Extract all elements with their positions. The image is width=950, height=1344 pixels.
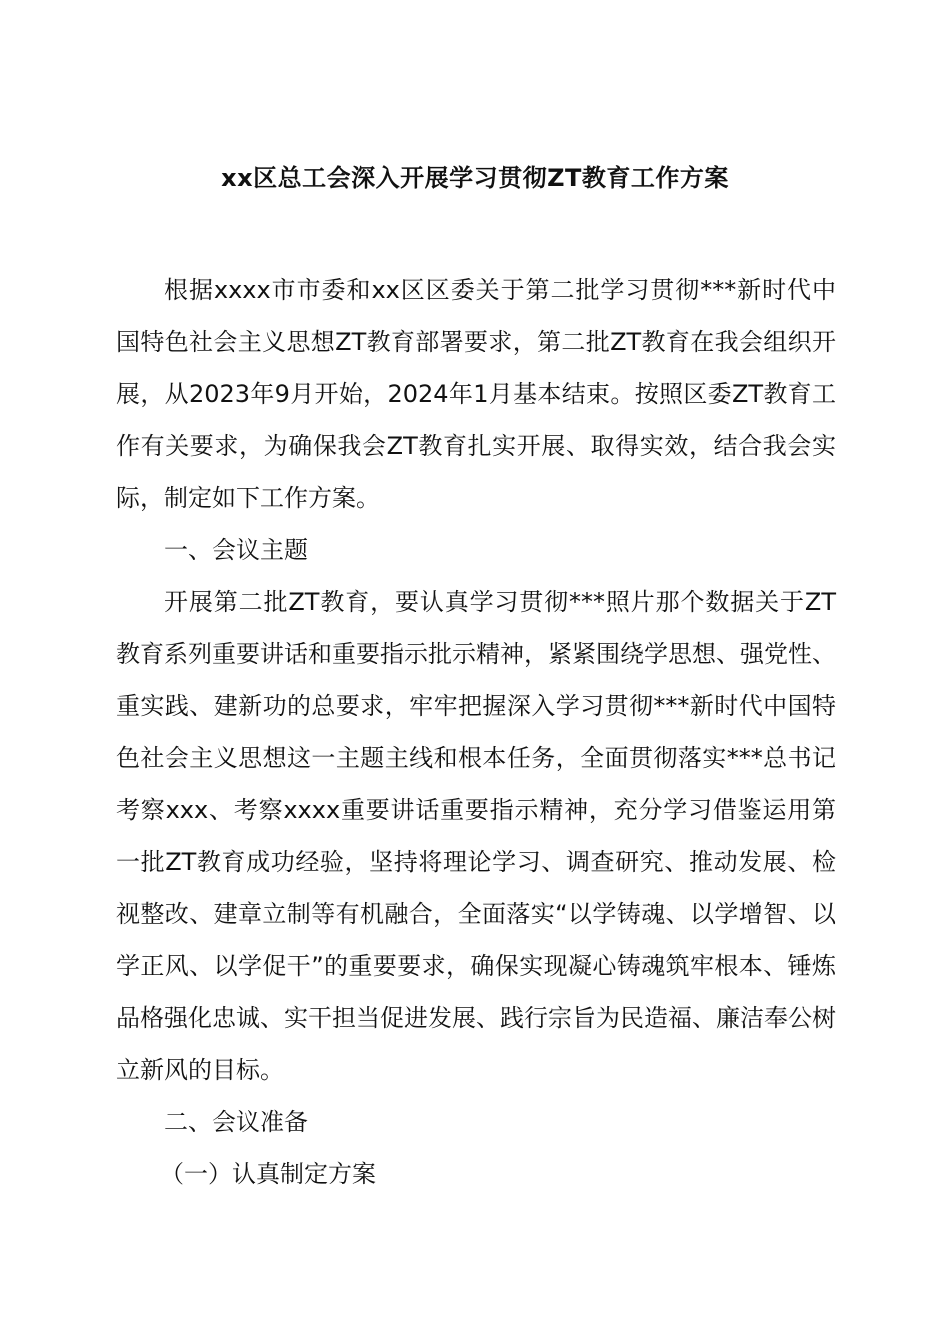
- section-heading-2: 二、会议准备: [164, 1108, 308, 1136]
- paragraph-intro: 根据xxxx市市委和xx区区委关于第二批学习贯彻***新时代中国特色社会主义思想ZT教育部署要求，第二批ZT教育在我会组织开展，从2023年9月开始，2024年1月基本结束。按照区委ZT教育工作有关要求，为确保我会ZT教育扎实开展、取得实效，结合我会实际，制定如下工作方案。: [116, 276, 836, 512]
- paragraph-theme: 开展第二批ZT教育，要认真学习贯彻***照片那个数据关于ZT教育系列重要讲话和重要指示批示精神，紧紧围绕学思想、强党性、重实践、建新功的总要求，牢牢把握深入学习贯彻***新时代中国特色社会主义思想这一主题主线和根本任务，全面贯彻落实***总书记考察xxx、考察xxxx重要讲话重要指示精神，充分学习借鉴运用第一批ZT教育成功经验，坚持将理论学习、调查研究、推动发展、检视整改、建章立制等有机融合，全面落实“以学铸魂、以学增智、以学正风、以学促干”的重要要求，确保实现凝心铸魂筑牢根本、锤炼品格强化忠诚、实干担当促进发展、践行宗旨为民造福、廉洁奉公树立新风的目标。: [116, 588, 836, 1084]
- subsection-heading-1: （一）认真制定方案: [160, 1160, 376, 1188]
- section-heading-1: 一、会议主题: [164, 536, 308, 564]
- document-title: xx区总工会深入开展学习贯彻ZT教育工作方案: [221, 164, 729, 192]
